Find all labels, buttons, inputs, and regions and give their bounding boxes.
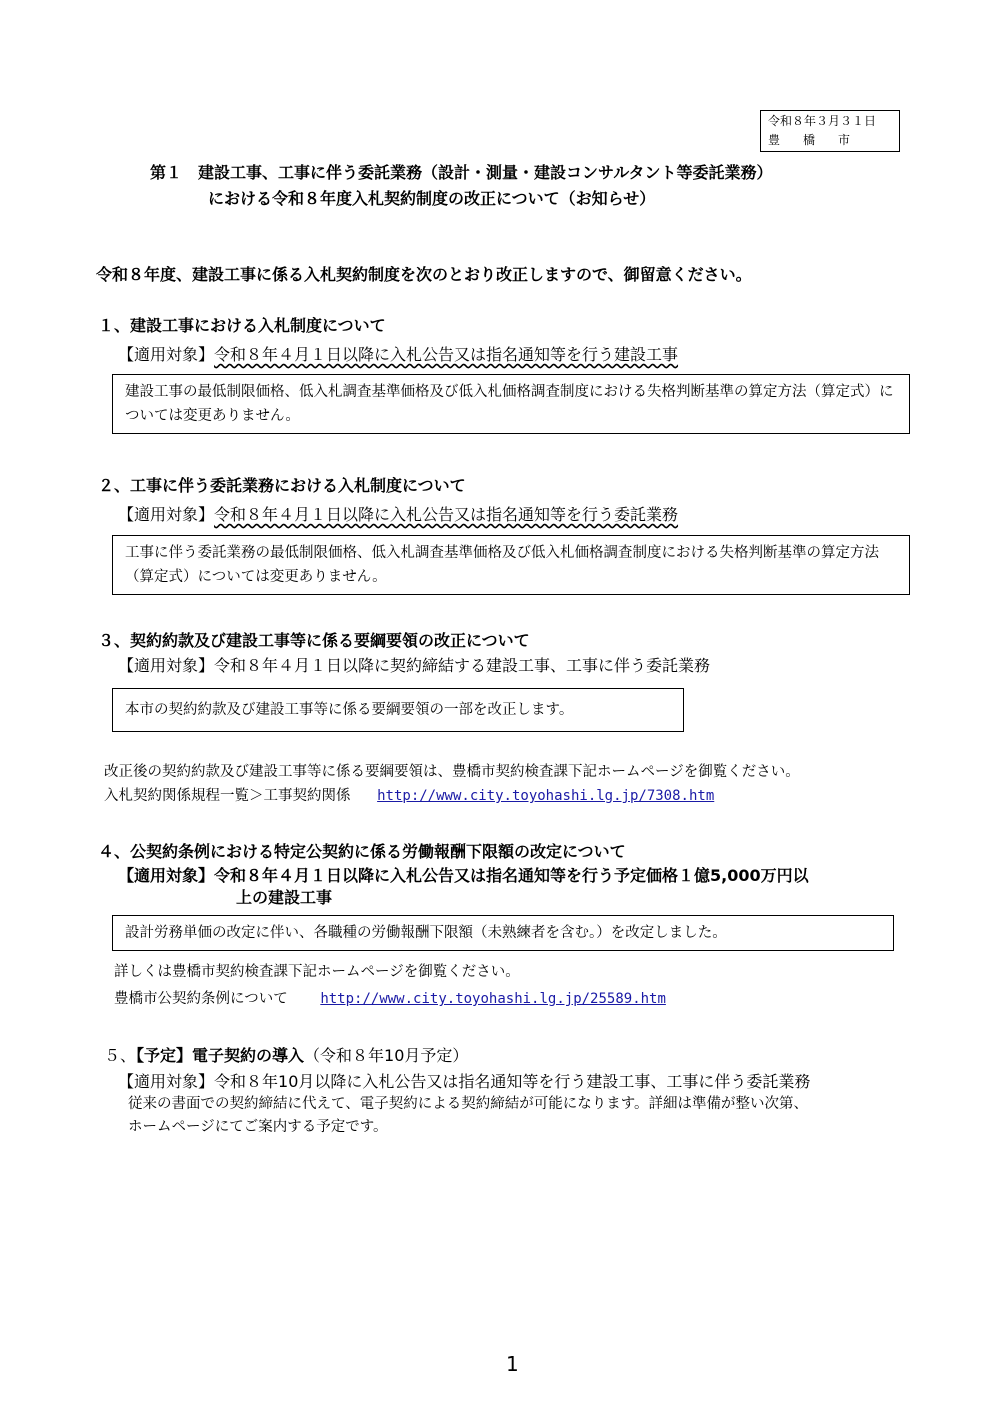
section4-heading: ４、公契約条例における特定公契約に係る労働報酬下限額の改定について [98, 842, 626, 861]
issuer-name: 豊橋市 [768, 133, 874, 147]
section3-link-label: 入札契約関係規程一覧＞工事契約関係 [104, 788, 351, 804]
section5-heading-prefix: ５、 [104, 1046, 137, 1065]
section5-body-line1: 従来の書面での契約締結に代えて、電子契約による契約締結が可能になります。詳細は準備が整い次第、 [128, 1096, 809, 1112]
section3-target [118, 653, 710, 676]
document-title-line2: における令和８年度入札契約制度の改正について（お知らせ） [208, 189, 656, 208]
section2-target-text: 令和８年４月１日以降に入札公告又は指名通知等を行う委託業務 [214, 505, 679, 524]
section2-target-tag: 【適用対象】 [118, 505, 215, 524]
section1-target [118, 342, 678, 365]
section3-notice-box: 本市の契約約款及び建設工事等に係る要綱要領の一部を改正します。 [112, 688, 684, 732]
section1-target-text: 令和８年４月１日以降に入札公告又は指名通知等を行う建設工事 [214, 345, 679, 364]
section4-target [118, 863, 809, 886]
section2-target [118, 502, 678, 525]
section4-link-row [114, 987, 666, 1008]
section4-target-tag: 【適用対象】 [118, 866, 215, 885]
section5-target [118, 1069, 810, 1092]
section5-heading-title: 【予定】電子契約の導入 [136, 1046, 305, 1065]
page-number: 1 [506, 1352, 519, 1376]
lead-paragraph: 令和８年度、建設工事に係る入札契約制度を次のとおり改正しますので、御留意ください。 [96, 265, 752, 284]
section1-notice-box: 建設工事の最低制限価格、低入札調査基準価格及び低入札価格調査制度における失格判断基準の算定方法（算定式）については変更ありません。 [112, 374, 910, 434]
section3-note: 改正後の契約約款及び建設工事等に係る要綱要領は、豊橋市契約検査課下記ホームページを御覧ください。 [104, 764, 800, 780]
section5-heading-suffix: （令和８年10月予定） [304, 1046, 469, 1065]
section1-target-tag: 【適用対象】 [118, 345, 215, 364]
section2-notice-box: 工事に伴う委託業務の最低制限価格、低入札調査基準価格及び低入札価格調査制度における失格判断基準の算定方法（算定式）については変更ありません。 [112, 535, 910, 595]
section5-target-text: 令和８年10月以降に入札公告又は指名通知等を行う建設工事、工事に伴う委託業務 [214, 1072, 811, 1091]
document-title-line1: 第１ 建設工事、工事に伴う委託業務（設計・測量・建設コンサルタント等委託業務） [150, 163, 773, 182]
section5-heading [104, 1043, 468, 1066]
section3-target-text: 令和８年４月１日以降に契約締結する建設工事、工事に伴う委託業務 [214, 656, 711, 675]
section4-link[interactable]: http://www.city.toyohashi.lg.jp/25589.htm [320, 991, 666, 1007]
section2-heading: ２、工事に伴う委託業務における入札制度について [98, 476, 466, 495]
section5-body-line2: ホームページにてご案内する予定です。 [128, 1119, 388, 1135]
section4-link-label: 豊橋市公契約条例について [114, 991, 288, 1007]
section1-heading: １、建設工事における入札制度について [98, 316, 386, 335]
section3-target-tag: 【適用対象】 [118, 656, 215, 675]
date-issuer-box [760, 110, 900, 152]
notice-date: 令和８年３月３１日 [768, 114, 877, 128]
section4-target-text-line1: 令和８年４月１日以降に入札公告又は指名通知等を行う予定価格１億5,000万円以 [214, 866, 809, 885]
section3-link-row [104, 784, 714, 805]
section4-notice-box: 設計労務単価の改定に伴い、各職種の労働報酬下限額（未熟練者を含む。）を改定しました。 [112, 915, 894, 951]
section4-note: 詳しくは豊橋市契約検査課下記ホームページを御覧ください。 [114, 964, 520, 980]
section4-target-text-line2: 上の建設工事 [236, 888, 333, 907]
section3-heading: ３、契約約款及び建設工事等に係る要綱要領の改正について [98, 631, 530, 650]
section3-link[interactable]: http://www.city.toyohashi.lg.jp/7308.htm [377, 788, 715, 804]
section5-target-tag: 【適用対象】 [118, 1072, 215, 1091]
